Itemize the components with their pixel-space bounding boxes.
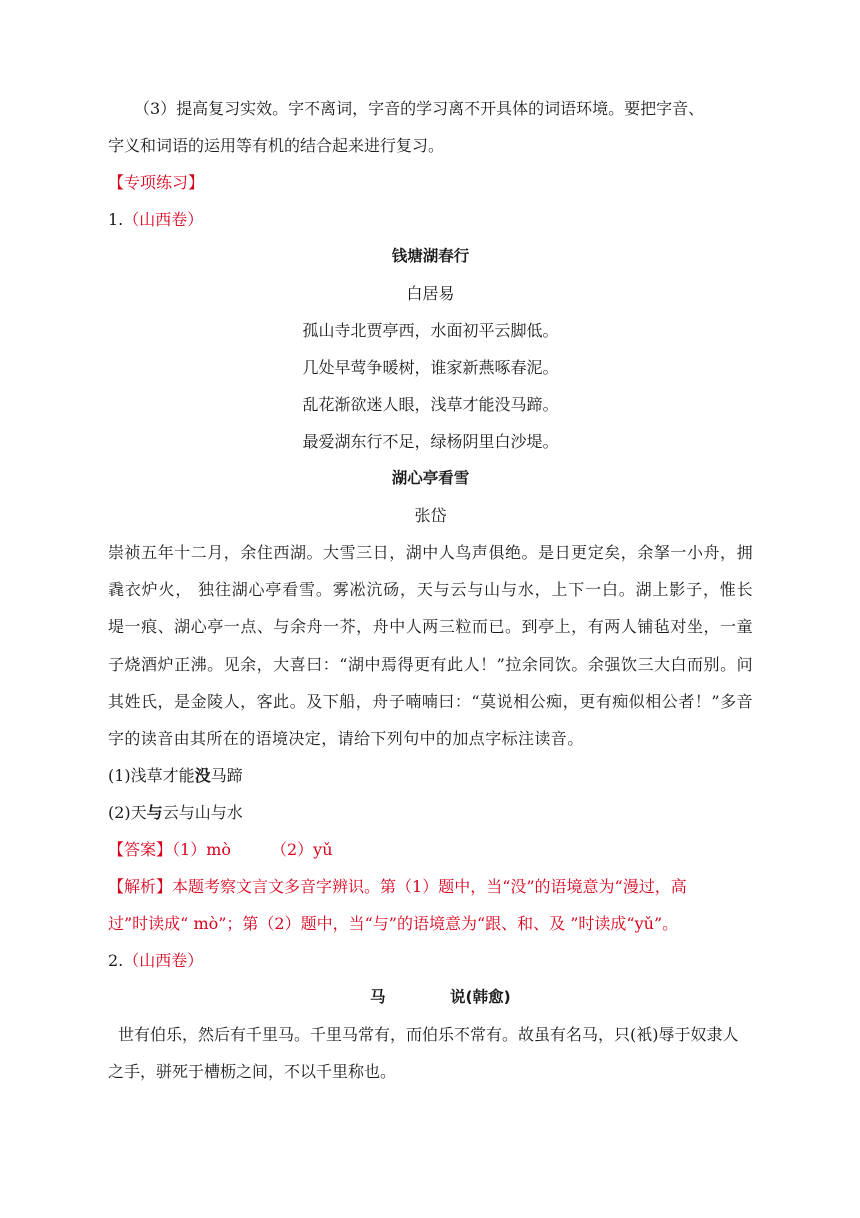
q2-title-part2: 说(韩愈) bbox=[450, 988, 511, 1007]
dotted-character: 与 bbox=[146, 803, 163, 823]
intro-line-2: 字义和词语的运用等有机的结合起来进行复习。 bbox=[108, 136, 445, 155]
document-page bbox=[108, 90, 753, 1090]
question-item-2: (2)天与云与山与水 bbox=[108, 803, 243, 823]
section-title: 【专项练习】 bbox=[108, 173, 205, 192]
q1-header bbox=[108, 201, 753, 238]
prose-title: 湖心亭看雪 bbox=[391, 469, 470, 487]
poem-author: 白居易 bbox=[406, 284, 455, 303]
q2-text: 世有伯乐，然后有千里马。千里马常有，而伯乐不常有。故虽有名马，只(衹)辱于奴隶人之手，骈死于槽枥之间，不以千里称也。 bbox=[108, 1025, 739, 1082]
q1-number: 1. bbox=[108, 210, 124, 229]
q2-header bbox=[108, 942, 753, 979]
analysis-label: 【解析】 bbox=[108, 877, 173, 897]
analysis-line-1: 【解析】本题考察文言文多音字辨识。第（1）题中，当“没”的语境意为“漫过，高 bbox=[108, 877, 687, 897]
q2-source: （山西卷） bbox=[123, 951, 204, 971]
poem-line: 最爱湖东行不足，绿杨阴里白沙堤。 bbox=[302, 432, 559, 451]
q2-title-part1: 马 bbox=[370, 988, 386, 1007]
answer-text: （1）mò （2）yǔ bbox=[172, 840, 333, 860]
q2-number: 2. bbox=[108, 951, 124, 971]
poem-line: 乱花渐欲迷人眼，浅草才能没马蹄。 bbox=[302, 395, 559, 414]
intro-line-1: （3）提高复习实效。字不离词，字音的学习离不开具体的词语环境。要把字音、 bbox=[134, 99, 705, 118]
answer-line bbox=[108, 831, 753, 868]
analysis-line-2: 过”时读成“ mò”；第（2）题中，当“与”的语境意为“跟、和、及 ”时读成“yǔ”。 bbox=[108, 914, 679, 934]
poem-title: 钱塘湖春行 bbox=[391, 247, 470, 265]
q2-title bbox=[108, 979, 753, 1016]
poem-line: 孤山寺北贾亭西，水面初平云脚低。 bbox=[302, 321, 559, 340]
question-item-1: (1)浅草才能没马蹄 bbox=[108, 766, 243, 786]
dotted-character: 没 bbox=[194, 766, 211, 786]
answer-label: 【答案】 bbox=[108, 840, 173, 860]
poem-line: 几处早莺争暖树，谁家新燕啄春泥。 bbox=[302, 358, 559, 377]
prose-text: 崇祯五年十二月，余住西湖。大雪三日，湖中人鸟声俱绝。是日更定矣，余拏一小舟，拥毳衣炉火， 独往湖心亭看雪。雾凇沆砀，天与云与山与水，上下一白。湖上影子，惟长堤一痕、湖心亭一点、与余舟一芥，舟中人两三粒而已。到亭上，有两人铺毡对坐，一童子烧酒炉正沸。见余，大喜曰：“湖中焉得更有此人！”拉余同饮。余强饮三大白而别。问其姓氏，是金陵人，客此。及下船，舟子喃喃曰：“莫说相公痴，更有痴似相公者！”多音字的读音由其所在的语境决定，请给下列句中的加点字标注读音。 bbox=[108, 543, 753, 749]
q1-source: （山西卷） bbox=[123, 210, 204, 229]
prose-author: 张岱 bbox=[414, 506, 447, 525]
